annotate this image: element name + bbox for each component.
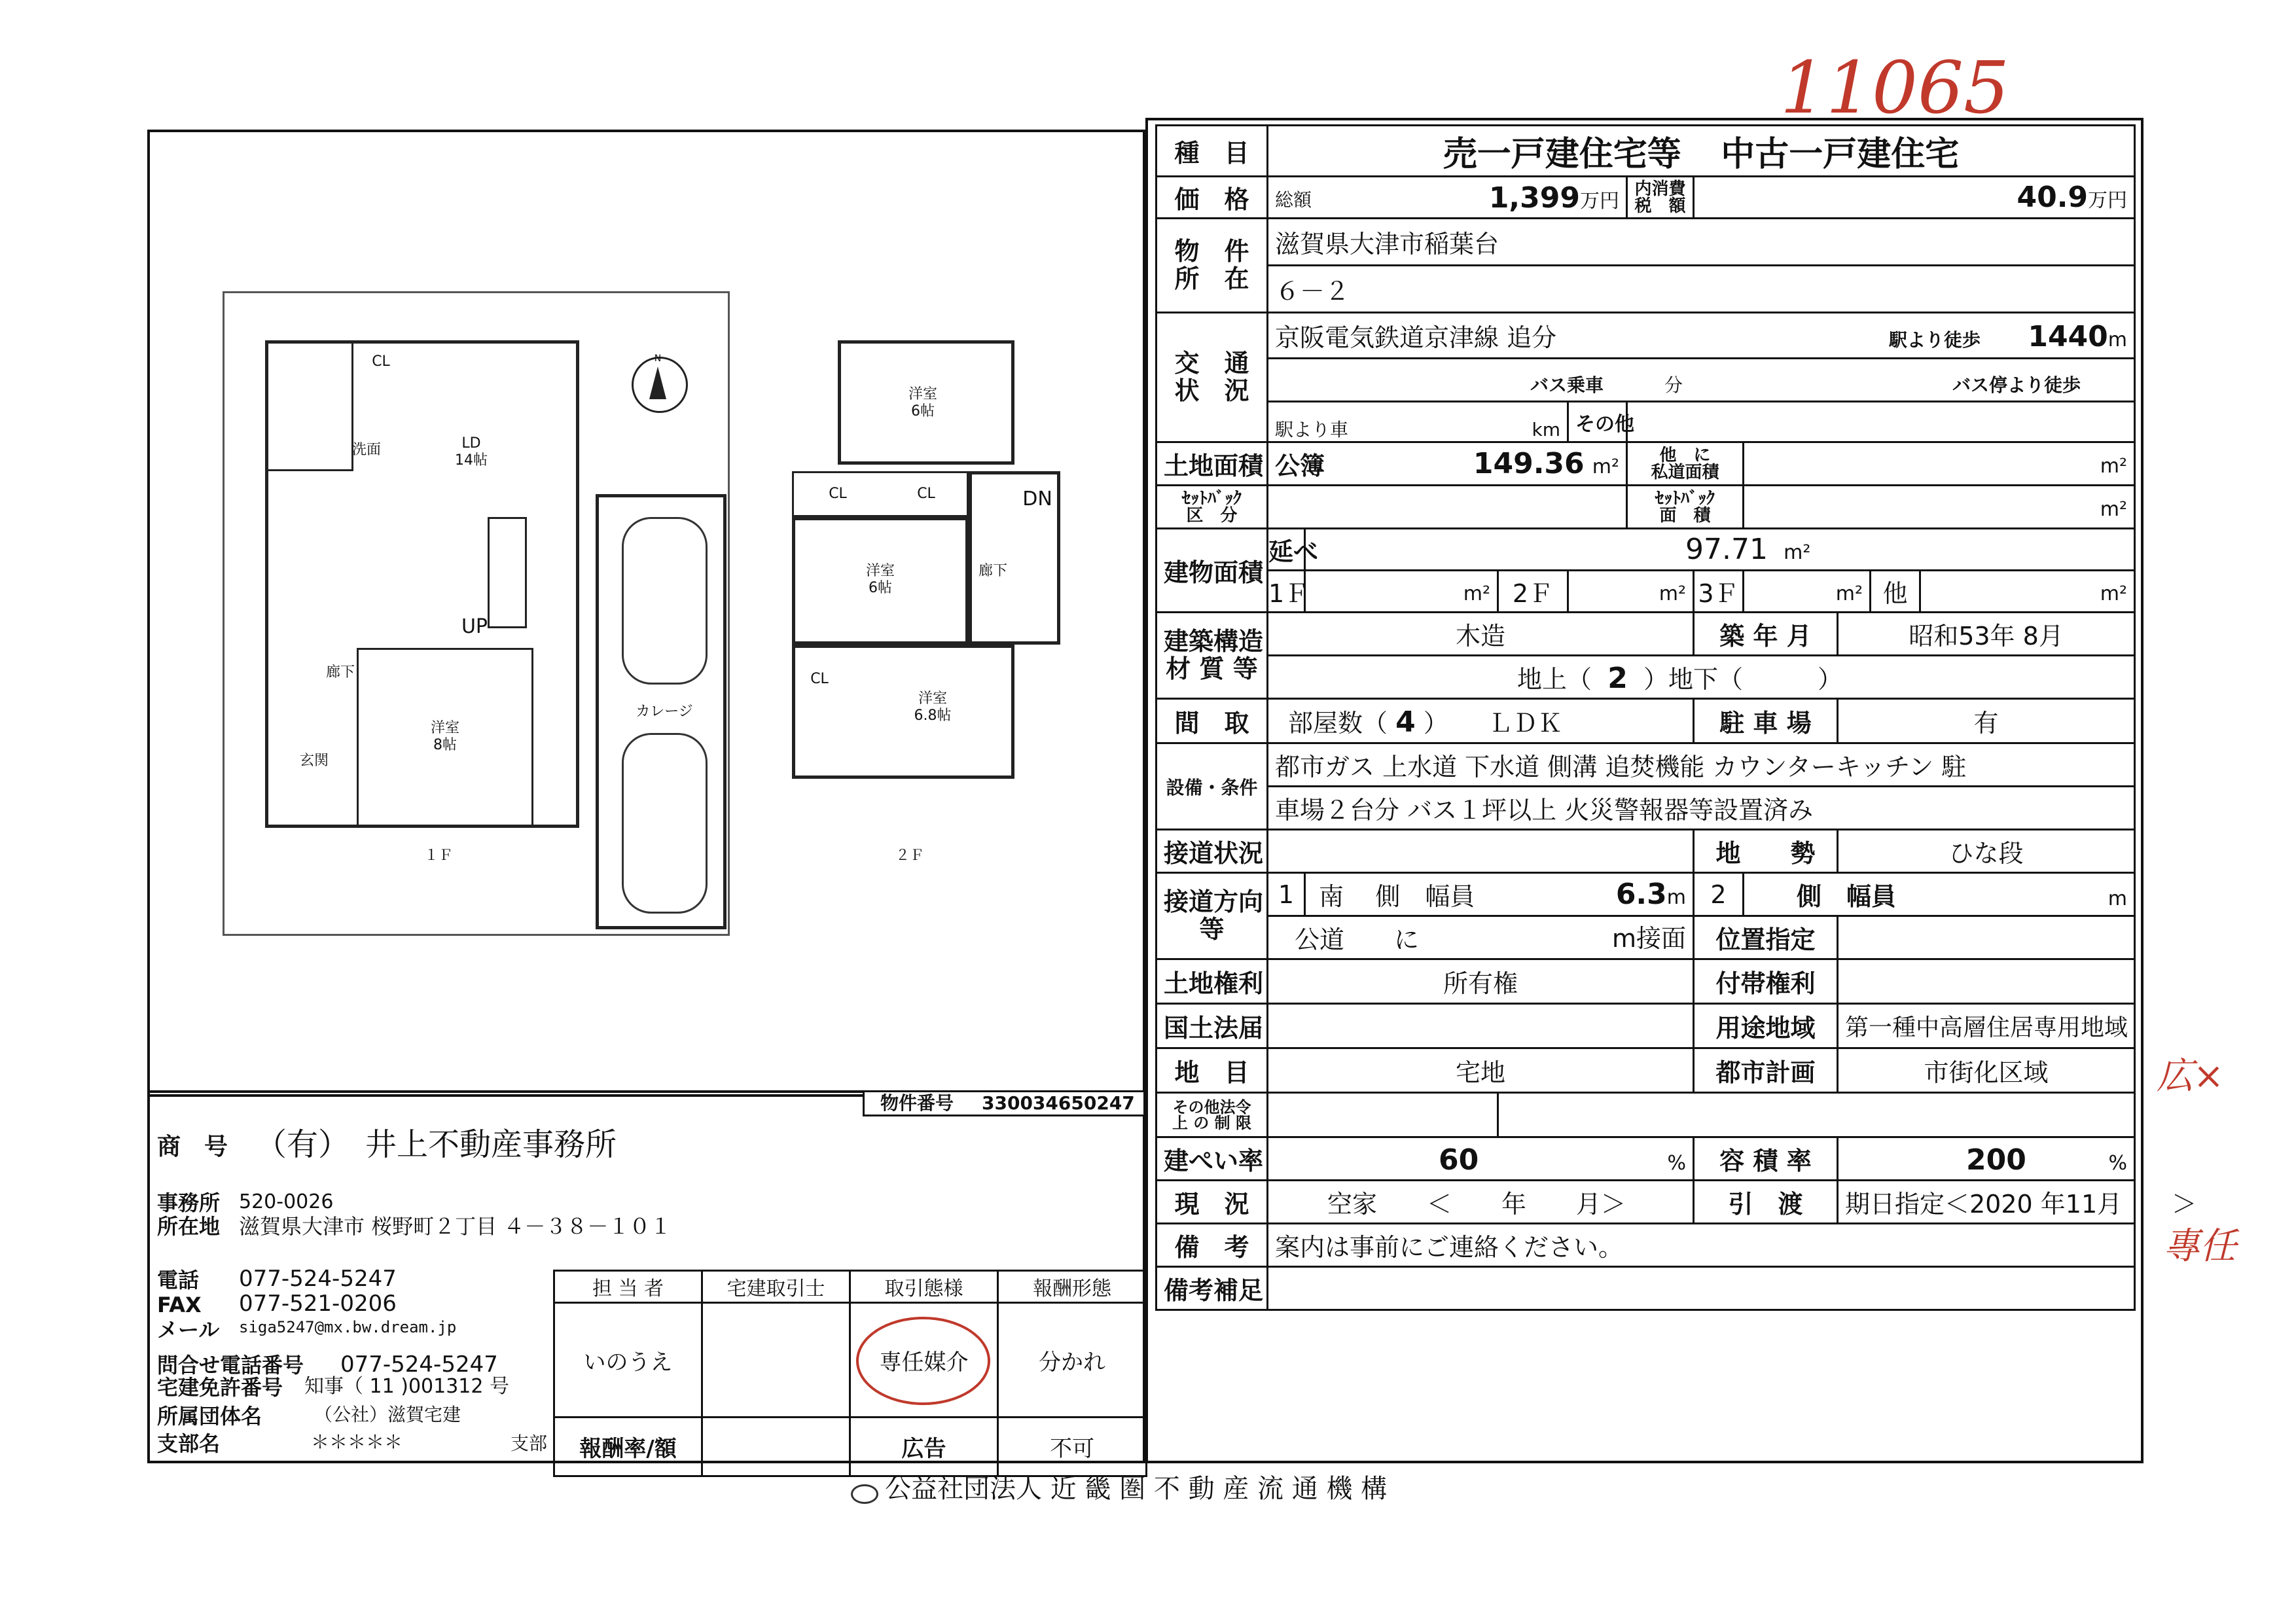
floor-area-ratio-label: 容 積 率	[1694, 1137, 1838, 1181]
public-road-cell	[1268, 916, 1694, 959]
tel-label: 電話	[157, 1268, 200, 1293]
road1-unit: m	[1666, 886, 1686, 909]
private-road-value: m²	[1744, 442, 2135, 486]
price-unit: 万円	[1580, 190, 1619, 213]
transport-label: 交 通 状 況	[1157, 313, 1268, 442]
room-hall-2f: 廊下	[978, 563, 1007, 579]
fax-label: FAX	[157, 1293, 202, 1317]
building-total-cell	[1305, 529, 2135, 571]
price-tax-unit: 万円	[2088, 189, 2128, 212]
office-zip: 520-0026	[239, 1190, 334, 1213]
remarks-extra-label: 備考補足	[1157, 1267, 1268, 1310]
land-area-cell	[1268, 442, 1627, 486]
staff-mode	[850, 1303, 998, 1418]
type-category: 売一戸建住宅等	[1443, 135, 1681, 174]
staff-licensed	[702, 1303, 850, 1418]
setback-area-label: ｾｯﾄﾊﾞｯｸ 面 積	[1627, 486, 1744, 529]
setback-area-value: m²	[1744, 486, 2135, 529]
company-name: （有） 井上不動産事務所	[255, 1126, 617, 1163]
handwritten-number: 11065	[1780, 46, 2009, 130]
stairs-dn-label: DN	[1022, 488, 1052, 510]
staff-header-mode: 取引態様	[850, 1271, 998, 1303]
transport-car-cell	[1268, 402, 1568, 442]
room-ld: LD 14帖	[455, 435, 488, 469]
floor-area-ratio-value: 200	[1966, 1143, 2026, 1177]
other-restriction-label: その他法令 上 の 制 限	[1157, 1093, 1268, 1137]
road1-width: 6.3	[1615, 878, 1667, 911]
delivery-label: 引 渡	[1694, 1181, 1838, 1224]
road-status-label: 接道状況	[1157, 830, 1268, 873]
inquiry-tel-value[interactable]: 077-524-5247	[340, 1351, 498, 1378]
parking-label: 駐 車 場	[1694, 699, 1838, 743]
staff-header-licensed: 宅建取引士	[702, 1271, 850, 1303]
attached-rights-value	[1838, 959, 2135, 1004]
bath-1f	[265, 340, 353, 471]
room-western-68: 洋室 6.8帖	[914, 690, 952, 724]
walk-distance: 1440	[2028, 320, 2108, 353]
other-restriction-value	[1498, 1093, 2135, 1137]
rooms-close: ）	[1423, 709, 1448, 738]
price-total-value: 1,399	[1488, 181, 1580, 215]
building-other-value: m²	[1920, 571, 2135, 613]
road-status-value	[1268, 830, 1694, 873]
license-label: 宅建免許番号	[157, 1375, 283, 1400]
equipment-line1: 都市ガス 上水道 下水道 側溝 追焚機能 カウンターキッチン 駐	[1268, 743, 2135, 787]
remarks-extra-value	[1268, 1267, 2135, 1310]
road2-side-label: 側 幅員	[1797, 882, 1897, 911]
remarks-label: 備 考	[1157, 1224, 1268, 1267]
zoning-value: 第一種中高層住居専用地域	[1838, 1004, 2135, 1048]
car-unit: km	[1532, 419, 1560, 440]
structure-label: 建築構造 材 質 等	[1157, 613, 1268, 699]
building-total-unit: m²	[1784, 541, 1811, 564]
room-hall-1f: 廊下	[325, 664, 355, 681]
rooms-count: 4	[1395, 705, 1416, 739]
car-label: 駅より車	[1275, 419, 1349, 440]
delivery-value: 期日指定＜2020 年11月 ＞	[1838, 1181, 2135, 1224]
coverage-cell	[1268, 1137, 1694, 1181]
building-total-label: 延べ	[1268, 529, 1305, 571]
road2-cell	[1744, 873, 2135, 916]
transport-bus-cell	[1268, 359, 2135, 402]
type-subtype: 中古一戸建住宅	[1721, 135, 1960, 174]
road1-number: 1	[1268, 873, 1305, 916]
built-label: 築 年 月	[1694, 613, 1838, 656]
road1-direction: 南	[1319, 882, 1344, 911]
position-designation-label: 位置指定	[1694, 916, 1838, 959]
frontage-label: m接面	[1611, 924, 1686, 953]
other-restriction-cell-a	[1268, 1093, 1498, 1137]
staff-header-fee: 報酬形態	[998, 1271, 1147, 1303]
bus-minutes: 分	[1664, 374, 1683, 396]
room-cl-2f-b: CL	[917, 486, 935, 502]
room-western-8: 洋室 8帖	[430, 720, 459, 754]
staff-table	[553, 1270, 1147, 1477]
national-land-label: 国土法届	[1157, 1004, 1268, 1048]
address-label: 所在地	[157, 1214, 221, 1239]
building-3f-label: 3Ｆ	[1694, 571, 1744, 613]
setback-value	[1268, 486, 1627, 529]
price-tax-label: 内消費 税 額	[1627, 177, 1694, 219]
building-total-value: 97.71	[1685, 533, 1768, 566]
building-other-label: 他	[1871, 571, 1920, 613]
built-value: 昭和53年 8月	[1838, 613, 2135, 656]
remarks-value: 案内は事前にご連絡ください。	[1268, 1224, 2135, 1267]
car-icon-1	[622, 517, 708, 685]
bus-walk-label: バス停より徒歩	[1952, 374, 2081, 396]
position-designation-value	[1838, 916, 2135, 959]
branch-label: 支部名	[157, 1431, 221, 1456]
setback-label: ｾｯﾄﾊﾞｯｸ 区 分	[1157, 486, 1268, 529]
room-genkan: 玄関	[299, 753, 329, 769]
price-tax-cell	[1694, 177, 2135, 219]
room-cl-2f-c: CL	[810, 671, 829, 687]
coverage-value: 60	[1439, 1143, 1479, 1177]
location-label: 物 件 所 在	[1157, 219, 1268, 313]
room-western-6b: 洋室 6帖	[865, 563, 895, 597]
land-rights-label: 土地権利	[1157, 959, 1268, 1004]
branch-value: ＊＊＊＊＊	[311, 1431, 403, 1453]
coverage-label: 建ぺい率	[1157, 1137, 1268, 1181]
compass-arrow	[649, 366, 666, 399]
private-road-label: 他 に 私道面積	[1627, 442, 1744, 486]
price-total-label: 総額	[1275, 188, 1312, 211]
building-2f-value: m²	[1568, 571, 1694, 613]
floors-count: 2	[1607, 662, 1628, 695]
association-label: 所属団体名	[157, 1404, 262, 1429]
walk-unit: m	[2108, 329, 2128, 351]
staff-ad-label: 広告	[850, 1418, 998, 1476]
staff-fee: 分かれ	[998, 1303, 1147, 1418]
stairs-1f	[488, 517, 527, 628]
floor-area-ratio-unit: %	[2108, 1152, 2128, 1175]
attached-rights-label: 付帯権利	[1694, 959, 1838, 1004]
staff-header-person: 担 当 者	[554, 1271, 702, 1303]
floor-2f-label: ２Ｆ	[895, 847, 924, 864]
tel-value[interactable]: 077-524-5247	[239, 1266, 397, 1292]
inquiry-tel-label: 問合せ電話番号	[157, 1353, 304, 1378]
spec-blank-area	[1157, 1310, 2135, 1414]
staff-ad-value: 不可	[998, 1418, 1147, 1476]
spec-table	[1155, 124, 2197, 1414]
rooms-label: 部屋数（	[1288, 709, 1388, 738]
room-western-6a: 洋室 6帖	[908, 386, 937, 420]
room-cl-1f: CL	[372, 353, 390, 370]
equipment-line2: 車場２台分 バス１坪以上 火災警報器等設置済み	[1268, 787, 2135, 830]
staff-rate-value	[702, 1418, 850, 1476]
parking-value: 有	[1838, 699, 2135, 743]
company-name-label: 商 号	[157, 1133, 228, 1160]
road2-unit: m	[2108, 887, 2128, 910]
land-rights-value: 所有権	[1268, 959, 1694, 1004]
road1-side-label: 側 幅員	[1375, 882, 1475, 911]
price-total-cell	[1268, 177, 1627, 219]
staff-person: いのうえ	[554, 1303, 702, 1418]
staff-rate-label: 報酬率/額	[554, 1418, 702, 1476]
type-label: 種 目	[1157, 126, 1268, 177]
floors-cell	[1268, 656, 2135, 699]
room-garage: カレージ	[636, 704, 693, 720]
location-line2: ６－２	[1268, 266, 2135, 313]
office-address: 滋賀県大津市 桜野町２丁目 ４－３８－１０１	[239, 1214, 672, 1239]
mail-label: メール	[157, 1317, 220, 1342]
building-1f-value: m²	[1305, 571, 1498, 613]
floor-1f-label: １Ｆ	[423, 847, 453, 864]
road1-cell	[1305, 873, 1694, 916]
location-line1: 滋賀県大津市稲葉台	[1268, 219, 2135, 266]
floor-area-ratio-cell	[1838, 1137, 2135, 1181]
coverage-unit: %	[1667, 1152, 1686, 1175]
zoning-label: 用途地域	[1694, 1004, 1838, 1048]
structure-value: 木造	[1268, 613, 1694, 656]
stairs-up-label: UP	[461, 615, 488, 638]
public-road-label: 公道 に	[1295, 925, 1420, 954]
compass-north-label: N	[654, 353, 662, 364]
land-area-type: 公簿	[1275, 452, 1325, 480]
association-value: （公社）滋賀宅建	[314, 1404, 461, 1425]
license-value: 知事（ 11 )001312 号	[304, 1375, 510, 1398]
transport-line-cell	[1268, 313, 2135, 359]
current-status-value: 空家 ＜ 年 月＞	[1268, 1181, 1694, 1224]
city-plan-value: 市街化区域	[1838, 1048, 2135, 1093]
floors-below-label: ）地下（ ）	[1643, 665, 1842, 694]
type-value	[1268, 126, 2135, 177]
staff-mode-value: 専任媒介	[879, 1349, 969, 1376]
road-direction-label: 接道方向 等	[1157, 873, 1268, 959]
building-2f-label: 2Ｆ	[1498, 571, 1568, 613]
current-status-label: 現 況	[1157, 1181, 1268, 1224]
national-land-value	[1268, 1004, 1694, 1048]
mail-value[interactable]: siga5247@mx.bw.dream.jp	[239, 1318, 457, 1336]
building-3f-value: m²	[1744, 571, 1871, 613]
org-logo-icon	[851, 1484, 878, 1504]
property-number-value: 330034650247	[982, 1092, 1135, 1114]
layout-label: 間 取	[1157, 699, 1268, 743]
terrain-value: ひな段	[1838, 830, 2135, 873]
layout-cell	[1268, 699, 1694, 743]
transport-line: 京阪電気鉄道京津線 追分	[1275, 323, 1557, 352]
land-category-label: 地 目	[1157, 1048, 1268, 1093]
footer-organization: 公益社団法人 近 畿 圏 不 動 産 流 通 機 構	[885, 1474, 1388, 1504]
office-label: 事務所	[157, 1190, 221, 1215]
transport-other-label: その他	[1568, 402, 1627, 442]
fax-value: 077-521-0206	[239, 1291, 397, 1317]
branch-suffix: 支部	[511, 1433, 548, 1454]
building-area-label: 建物面積	[1157, 529, 1268, 613]
handwritten-delivery-note: 專任	[2163, 1225, 2236, 1268]
equipment-label: 設備・条件	[1157, 743, 1268, 830]
walk-label: 駅より徒歩	[1888, 329, 1981, 351]
room-cl-2f-a: CL	[829, 486, 847, 502]
property-number-label: 物件番号	[880, 1092, 954, 1114]
land-area-value: 149.36	[1473, 447, 1585, 480]
land-category-value: 宅地	[1268, 1048, 1694, 1093]
road2-number: 2	[1694, 873, 1744, 916]
transport-other-value	[1627, 402, 2135, 442]
city-plan-label: 都市計画	[1694, 1048, 1838, 1093]
price-label: 価 格	[1157, 177, 1268, 219]
land-area-label: 土地面積	[1157, 442, 1268, 486]
floors-above-label: 地上（	[1517, 665, 1592, 694]
handwritten-zoning-note: 広×	[2157, 1055, 2224, 1097]
price-tax-value: 40.9	[2017, 181, 2089, 214]
room-wash: 洗面	[351, 442, 381, 458]
car-icon-2	[622, 733, 708, 914]
bus-label: バス乗車	[1530, 374, 1604, 396]
terrain-label: 地 勢	[1694, 830, 1838, 873]
land-area-unit: m²	[1592, 455, 1619, 478]
layout-type: ＬＤＫ	[1488, 709, 1563, 738]
circled-mark	[856, 1317, 990, 1405]
building-1f-label: 1Ｆ	[1268, 571, 1305, 613]
